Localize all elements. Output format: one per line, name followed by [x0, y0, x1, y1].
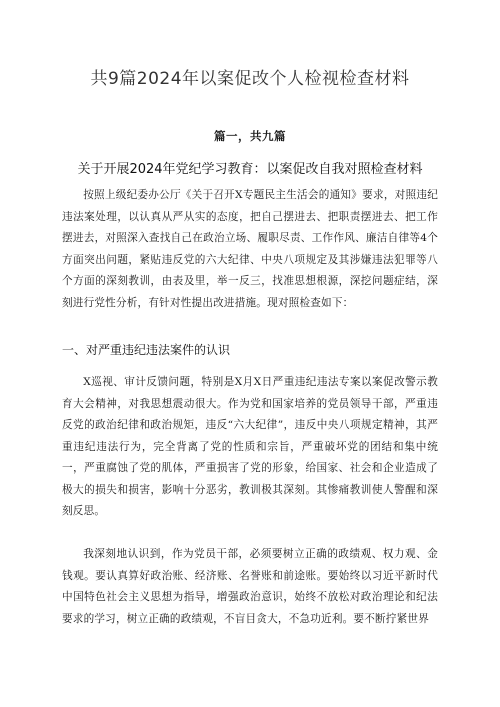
paragraph-intro: 按照上级纪委办公厅《关于召开X专题民主生活会的通知》要求，对照违纪违法案处理，以认真从严从实的态度，把自己摆进去、把职责摆进去、把工作摆进去，对照深入查找自己在政治立场、履职尽责、工作作风、廉洁自律等4个方面突出问题，紧贴违反党的六大纪律、中央八项规定及其涉嫌违法犯罪等八个方面的深刻教训，由表及里，举一反三，找准思想根源，深挖问题症结，深刻进行党性分析，有针对性提出改进措施。现对照检查如下：	[62, 189, 438, 309]
paragraph-body: X巡视、审计反馈问题，特别是X月X日严重违纪违法专案以案促改警示教育大会精神，对我思想震动很大。作为党和国家培养的党员领导干部，严重违反党的政治纪律和政治规矩，违反“六大纪律”，违反中央八项规定精神，其严重违纪违法行为，完全背离了党的性质和宗旨，严重破坏党的团结和集中统一，严重腐蚀了党的肌体，严重损害了党的形象，给国家、社会和企业造成了极大的损失和损害，影响十分恶劣，教训极其深刻。其惨痛教训使人警醒和深刻反思。	[62, 376, 438, 517]
document-title: 共9篇2024年以案促改个人检视检查材料	[90, 69, 410, 89]
section-heading: 一、对严重违纪违法案件的认识	[62, 343, 231, 357]
article-title: 关于开展2024年党纪学习教育：以案促改自我对照检查材料	[77, 162, 423, 177]
paragraph-body: 我深刻地认识到，作为党员干部，必须要树立正确的政绩观、权力观、金钱观。要认真算好政治账、经济账、名誉账和前途账。要始终以习近平新时代中国特色社会主义思想为指导，增强政治意识，始终不放松对政治理论和纪法要求的学习，树立正确的政绩观，不盲目贪大，不急功近利。要不断拧紧世界	[62, 548, 438, 625]
section-label: 篇一，共九篇	[214, 129, 286, 143]
